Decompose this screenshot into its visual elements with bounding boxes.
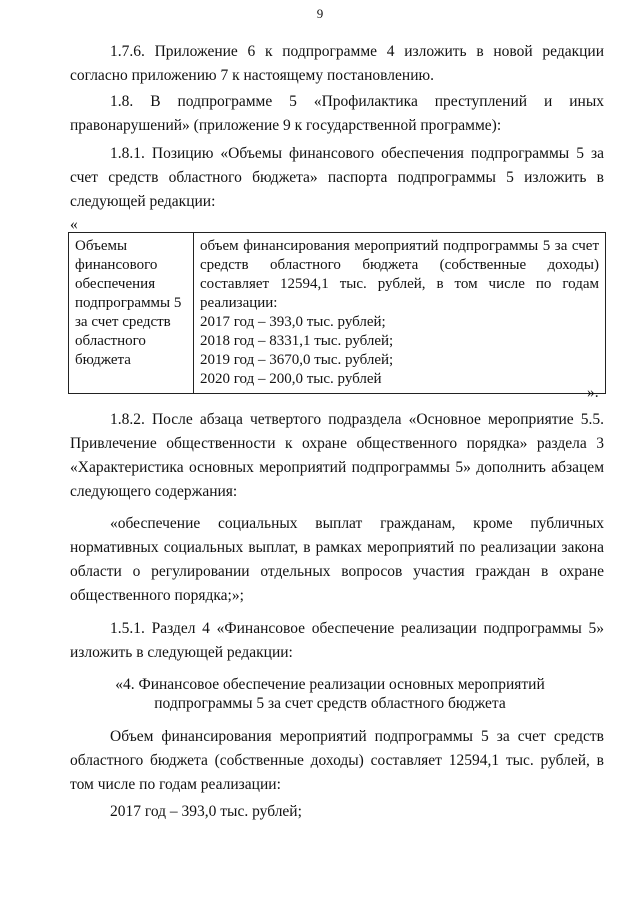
paragraph-financing-volume: Объем финансирования мероприятий подпрограммы 5 за счет средств областного бюджета (собственные доходы) составляет 12594,1 тыс. рублей, в том числе по годам реализации: — [70, 728, 604, 793]
quote-close-mark: ». — [587, 384, 599, 401]
left-line: подпрограммы 5 — [75, 295, 182, 311]
year-line: 2018 год – 8331,1 тыс. рублей; — [200, 333, 394, 349]
paragraph-1-8-1: 1.8.1. Позицию «Объемы финансового обеспечения подпрограммы 5 за счет средств областного бюджета» паспорта подпрограммы 5 изложить в следующей редакции: — [70, 145, 604, 210]
left-line: бюджета — [75, 352, 131, 368]
left-line: за счет средств — [75, 314, 171, 330]
paragraph-year-2017: 2017 год – 393,0 тыс. рублей; — [110, 803, 302, 820]
heading-line-2: подпрограммы 5 за счет средств областного бюджета — [154, 695, 506, 712]
left-line: обеспечения — [75, 276, 156, 292]
paragraph-1-8: 1.8. В подпрограмме 5 «Профилактика преступлений и иных правонарушений» (приложение 9 к государственной программе): — [70, 93, 604, 134]
quote-open-mark: « — [70, 216, 78, 233]
left-line: финансового — [75, 257, 158, 273]
paragraph-1-8-2: 1.8.2. После абзаца четвертого подраздела «Основное мероприятие 5.5. Привлечение общественности к охране общественного порядка» раздела 3 «Характеристика основных мероприятий подпрограммы 5» дополнить абзацем следующего содержания: — [70, 411, 604, 500]
financing-table — [68, 232, 606, 394]
page-number: 9 — [316, 6, 324, 21]
year-line: 2020 год – 200,0 тыс. рублей — [200, 371, 382, 387]
year-line: 2017 год – 393,0 тыс. рублей; — [200, 314, 386, 330]
left-line: Объемы — [75, 238, 128, 254]
table-left-cell — [69, 233, 194, 394]
table-row — [69, 233, 606, 394]
paragraph-1-5-1: 1.5.1. Раздел 4 «Финансовое обеспечение реализации подпрограммы 5» изложить в следующей редакции: — [70, 620, 604, 661]
paragraph-1-7-6: 1.7.6. Приложение 6 к подпрограмме 4 изложить в новой редакции согласно приложению 7 к настоящему постановлению. — [70, 43, 604, 84]
table-right-cell — [194, 233, 606, 394]
section-heading — [110, 675, 550, 713]
left-line: областного — [75, 333, 146, 349]
right-text: объем финансирования мероприятий подпрограммы 5 за счет средств областного бюджета (собственные доходы) составляет 12594,1 тыс. рублей, в том числе по годам реализации: — [200, 238, 599, 311]
paragraph-inserted-quote: «обеспечение социальных выплат гражданам, кроме публичных нормативных социальных выплат, в рамках мероприятий по реализации закона области о регулировании отдельных вопросов участия граждан в охране общественного порядка;»; — [70, 515, 604, 604]
year-line: 2019 год – 3670,0 тыс. рублей; — [200, 352, 394, 368]
heading-line-1: «4. Финансовое обеспечение реализации основных мероприятий — [115, 676, 545, 693]
